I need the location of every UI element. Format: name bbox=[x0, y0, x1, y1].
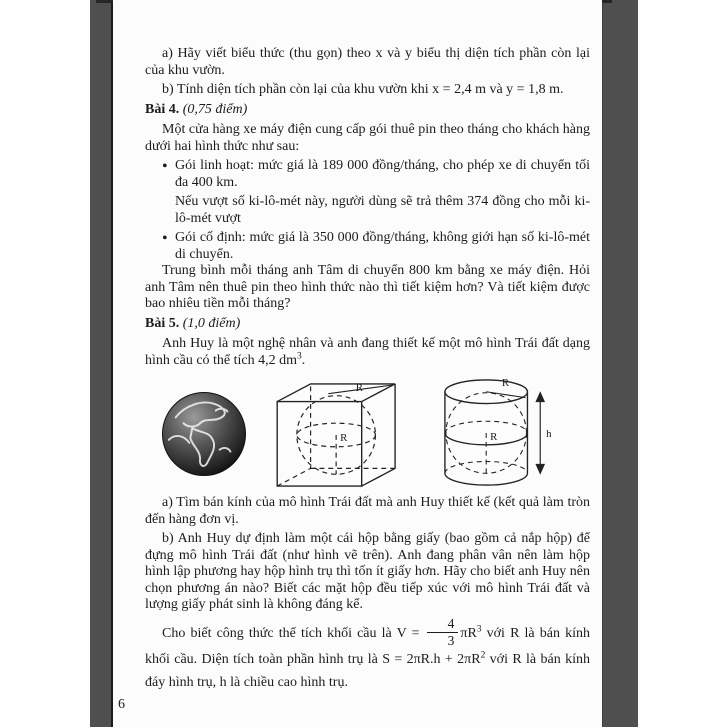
problem-5-heading bbox=[145, 316, 590, 333]
left-dark-bar bbox=[90, 0, 113, 727]
flexible-plan-note: Nếu vượt số ki-lô-mét này, người dùng sẽ trả thêm 374 đồng cho mỗi ki-lô-mét vượt bbox=[175, 194, 590, 226]
cylinder-with-sphere-figure bbox=[441, 375, 553, 493]
problem-5-points: (1,0 điểm) bbox=[182, 315, 241, 331]
problem-4-label: Bài 4. bbox=[145, 101, 180, 117]
cylinder-height-label: h bbox=[546, 427, 552, 440]
formula-paragraph: Cho biết công thức thể tích khối cầu là V = $\frac{4}{3}$ $\pi R^3$ với R là bán kính khối cầu. Diện tích toàn phần hình trụ là $S = 2\pi R.h + 2\pi R^2$ với R là bán kính đáy hình trụ, h là chiều cao hình trụ. bbox=[145, 615, 590, 690]
problem-4-intro: Một cửa hàng xe máy điện cung cấp gói thuê pin theo tháng cho khách hàng dưới hai hình thức như sau: bbox=[145, 122, 590, 154]
fraction-four-thirds: $\frac{4}{3}$ bbox=[427, 617, 459, 648]
bullet-icon: • bbox=[162, 158, 168, 175]
problem-4-points: (0,75 điểm) bbox=[182, 101, 248, 117]
part-b-box: b) Anh Huy dự định làm một cái hộp bằng giấy (bao gồm cả nắp hộp) để đựng mô hình Trái đất (như hình vẽ trên). Anh đang phân vân nên làm hộp hình lập phương hay hộp hình trụ thì tốn ít giấy hơn. Hãy cho biết anh Huy nên chọn phương án nào? Biết các mặt hộp đều tiếp xúc với mô hình Trái đất và lượng giấy phát sinh là không đáng kể. bbox=[145, 531, 590, 612]
fixed-plan-text: Gói cố định: mức giá là 350 000 đồng/tháng, không giới hạn số ki-lô-mét di chuyển. bbox=[175, 230, 590, 262]
part-a-sphere: a) Tìm bán kính của mô hình Trái đất mà anh Huy thiết kế (kết quả làm tròn đến hàng đơn vị. bbox=[145, 495, 590, 527]
problem-5-intro: Anh Huy là một nghệ nhân và anh đang thiết kế một mô hình Trái đất dạng hình cầu có thể tích 4,2 $dm^3$. bbox=[145, 336, 590, 368]
problem-4-question: Trung bình mỗi tháng anh Tâm di chuyển 800 km bằng xe máy điện. Hỏi anh Tâm nên thuê pin theo hình thức nào thì tiết kiệm hơn? Và tiết kiệm được bao nhiêu tiền mỗi tháng? bbox=[145, 263, 590, 311]
flexible-plan-text: Gói linh hoạt: mức giá là 189 000 đồng/tháng, cho phép xe di chuyển tối đa 400 km. bbox=[175, 158, 590, 190]
cube-center-radius-label: R bbox=[340, 431, 348, 444]
cylinder-top-radius-label: R bbox=[501, 376, 510, 389]
page-content bbox=[113, 0, 602, 713]
cylinder-area-exponent: 2 bbox=[480, 650, 486, 661]
part-a-garden: a) Hãy viết biểu thức (thu gọn) theo x và y biểu thị diện tích phần còn lại của khu vườn. bbox=[145, 46, 590, 78]
problem-5-label: Bài 5. bbox=[145, 315, 180, 331]
figure-row bbox=[145, 375, 590, 493]
problem-4-heading bbox=[145, 102, 590, 119]
page-number: 6 bbox=[118, 696, 125, 712]
cylinder-center-radius-label: R bbox=[490, 430, 498, 443]
part-b-garden: b) Tính diện tích phần còn lại của khu vườn khi x = 2,4 m và y = 1,8 m. bbox=[162, 82, 564, 97]
cubic-dm-exponent: 3 bbox=[297, 350, 302, 361]
bullet-icon: • bbox=[162, 230, 168, 247]
bullet-fixed-plan bbox=[145, 230, 590, 263]
bullet-flexible-plan bbox=[145, 158, 590, 191]
cube-top-radius-label: R bbox=[355, 381, 363, 394]
right-dark-bar bbox=[602, 0, 638, 727]
earth-globe-figure bbox=[161, 391, 247, 477]
exam-page bbox=[113, 0, 602, 727]
cube-with-sphere-figure bbox=[271, 378, 417, 490]
sphere-volume-exponent: 3 bbox=[476, 624, 482, 635]
